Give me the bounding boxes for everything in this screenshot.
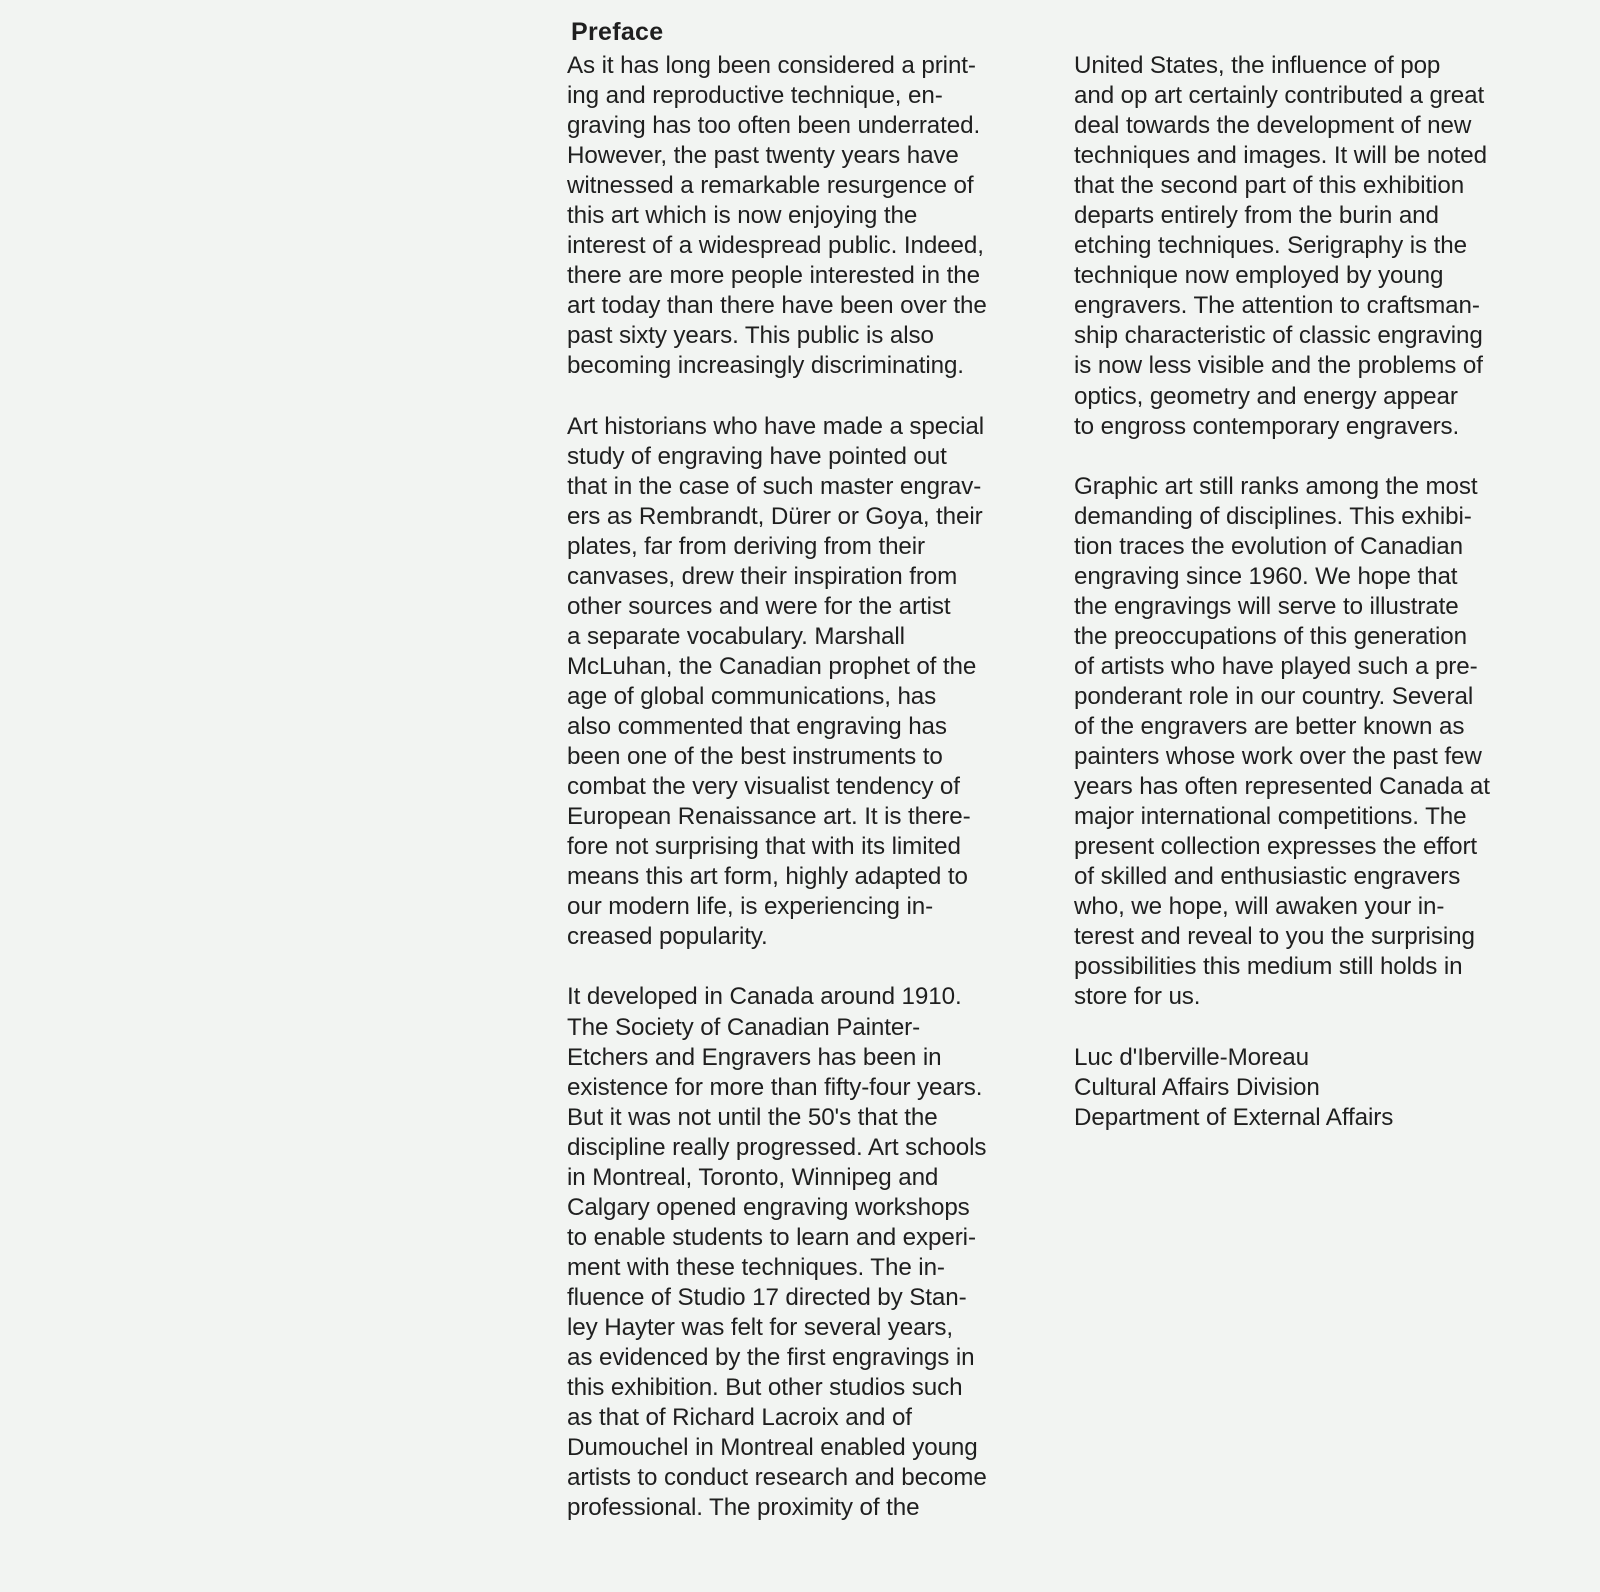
text-line: our modern life, is experiencing in- <box>567 893 934 921</box>
text-line: that the second part of this exhibition <box>1074 172 1465 200</box>
text-line: departs entirely from the burin and <box>1074 202 1439 230</box>
text-line: as that of Richard Lacroix and of <box>567 1404 912 1432</box>
text-line: existence for more than fifty-four years. <box>567 1073 983 1101</box>
column-2 <box>1074 51 1564 1133</box>
text-line: professional. The proximity of the <box>567 1494 920 1522</box>
text-line: creased popularity. <box>567 923 768 951</box>
text-line: ing and reproductive technique, en- <box>567 82 943 110</box>
text-line: discipline really progressed. Art schools <box>567 1133 987 1161</box>
text-line: of skilled and enthusiastic engravers <box>1074 863 1461 891</box>
text-line: Calgary opened engraving workshops <box>567 1193 970 1221</box>
text-line: canvases, drew their inspiration from <box>567 562 958 590</box>
paragraph <box>567 412 1057 953</box>
text-line: combat the very visualist tendency of <box>567 773 960 801</box>
text-line: McLuhan, the Canadian prophet of the <box>567 652 977 680</box>
page-title: Preface <box>571 18 664 46</box>
paragraph <box>1074 472 1564 1013</box>
text-line: been one of the best instruments to <box>567 743 943 771</box>
text-line: ponderant role in our country. Several <box>1074 682 1474 710</box>
text-line: Cultural Affairs Division <box>1074 1073 1320 1101</box>
text-line: European Renaissance art. It is there- <box>567 803 971 831</box>
text-line: this exhibition. But other studios such <box>567 1374 963 1402</box>
text-line: of the engravers are better known as <box>1074 713 1465 741</box>
paragraph-gap <box>1074 442 1564 472</box>
text-line: ment with these techniques. The in- <box>567 1253 945 1281</box>
text-line: ers as Rembrandt, Dürer or Goya, their <box>567 502 983 530</box>
text-line: demanding of disciplines. This exhibi- <box>1074 502 1472 530</box>
text-line: Luc d'Iberville-Moreau <box>1074 1043 1309 1071</box>
paragraph-gap <box>567 382 1057 412</box>
text-line: Graphic art still ranks among the most <box>1074 472 1478 500</box>
text-line: major international competitions. The <box>1074 803 1467 831</box>
text-line: who, we hope, will awaken your in- <box>1074 893 1445 921</box>
text-line: But it was not until the 50's that the <box>567 1103 938 1131</box>
text-line: present collection expresses the effort <box>1074 833 1478 861</box>
text-line: fluence of Studio 17 directed by Stan- <box>567 1283 967 1311</box>
text-line: this art which is now enjoying the <box>567 202 918 230</box>
text-line: other sources and were for the artist <box>567 592 951 620</box>
text-line: techniques and images. It will be noted <box>1074 142 1487 170</box>
text-line: is now less visible and the problems of <box>1074 352 1483 380</box>
text-line: graving has too often been underrated. <box>567 112 981 140</box>
text-line: past sixty years. This public is also <box>567 322 934 350</box>
text-line: study of engraving have pointed out <box>567 442 947 470</box>
text-line: plates, far from deriving from their <box>567 532 925 560</box>
text-line: age of global communications, has <box>567 682 937 710</box>
text-line: United States, the influence of pop <box>1074 52 1441 79</box>
paragraph <box>567 51 1057 382</box>
text-line: a separate vocabulary. Marshall <box>567 622 905 650</box>
text-line: Art historians who have made a special <box>567 412 985 440</box>
text-line: engravers. The attention to craftsman- <box>1074 292 1480 320</box>
text-line: Dumouchel in Montreal enabled young <box>567 1434 978 1462</box>
text-line: as evidenced by the first engravings in <box>567 1344 975 1372</box>
text-line: that in the case of such master engrav- <box>567 472 982 500</box>
text-line: years has often represented Canada at <box>1074 773 1490 801</box>
text-line: means this art form, highly adapted to <box>567 863 968 891</box>
paragraph-gap <box>1074 1013 1564 1043</box>
text-line: tion traces the evolution of Canadian <box>1074 532 1463 560</box>
text-line: there are more people interested in the <box>567 262 980 290</box>
text-line: The Society of Canadian Painter- <box>567 1013 921 1041</box>
text-line: interest of a widespread public. Indeed, <box>567 232 984 260</box>
text-line: Department of External Affairs <box>1074 1103 1394 1131</box>
text-line: in Montreal, Toronto, Winnipeg and <box>567 1163 939 1191</box>
text-line: etching techniques. Serigraphy is the <box>1074 232 1467 260</box>
text-line: engraving since 1960. We hope that <box>1074 562 1458 590</box>
paragraph-gap <box>567 952 1057 982</box>
text-line: Etchers and Engravers has been in <box>567 1043 942 1071</box>
text-line: terest and reveal to you the surprising <box>1074 923 1475 951</box>
text-line: fore not surprising that with its limited <box>567 833 961 861</box>
text-line: technique now employed by young <box>1074 262 1444 290</box>
text-line: of artists who have played such a pre- <box>1074 652 1478 680</box>
text-line: and op art certainly contributed a great <box>1074 82 1485 110</box>
text-line: ley Hayter was felt for several years, <box>567 1313 954 1341</box>
text-line: optics, geometry and energy appear <box>1074 382 1458 410</box>
text-line: becoming increasingly discriminating. <box>567 352 964 380</box>
column-1 <box>567 51 1057 1523</box>
text-line: to engross contemporary engravers. <box>1074 412 1460 440</box>
text-line: possibilities this medium still holds in <box>1074 953 1463 981</box>
text-line: to enable students to learn and experi- <box>567 1223 976 1251</box>
text-line: As it has long been considered a print- <box>567 52 976 79</box>
text-line: painters whose work over the past few <box>1074 743 1482 771</box>
text-line: deal towards the development of new <box>1074 112 1472 140</box>
text-line: artists to conduct research and become <box>567 1464 987 1492</box>
paragraph <box>1074 51 1564 442</box>
text-line: store for us. <box>1074 983 1201 1011</box>
text-line: However, the past twenty years have <box>567 142 959 170</box>
text-line: the engravings will serve to illustrate <box>1074 592 1459 620</box>
text-line: It developed in Canada around 1910. <box>567 983 962 1011</box>
text-line: art today than there have been over the <box>567 292 987 320</box>
text-line: witnessed a remarkable resurgence of <box>567 172 974 200</box>
signature-block <box>1074 1043 1564 1133</box>
paragraph <box>567 982 1057 1523</box>
text-line: the preoccupations of this generation <box>1074 622 1467 650</box>
text-line: ship characteristic of classic engraving <box>1074 322 1483 350</box>
text-line: also commented that engraving has <box>567 713 947 741</box>
